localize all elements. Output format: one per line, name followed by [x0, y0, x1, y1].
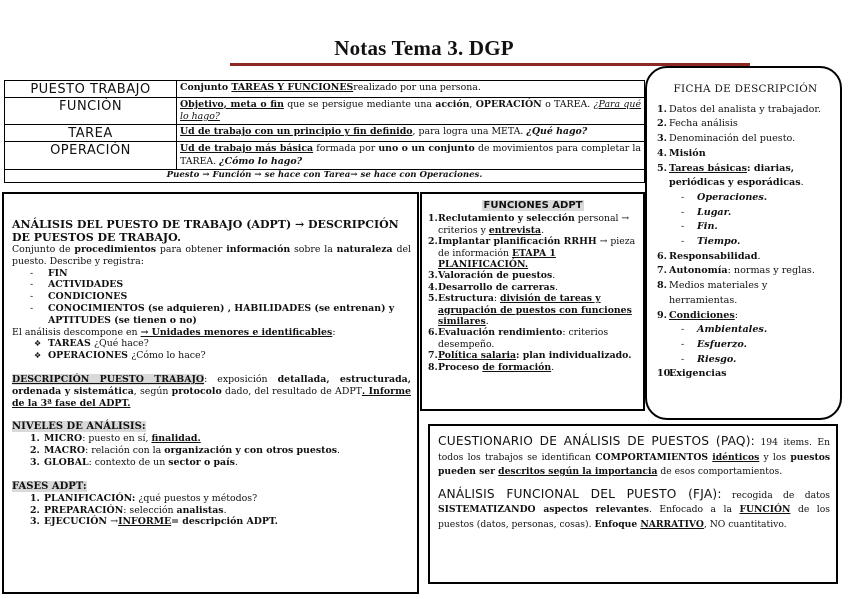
funciones-adpt-box	[420, 192, 645, 411]
sub-list-item: - Riesgo.	[681, 353, 834, 368]
register-item: - FIN	[30, 268, 411, 280]
item-number: 2.	[30, 445, 40, 457]
text-run: : criterios desempeño.	[438, 327, 609, 350]
list-item	[657, 103, 834, 118]
item-number: 3.	[657, 133, 668, 145]
register-item: - CONDICIONES	[30, 291, 411, 303]
descripcion-section	[12, 374, 411, 409]
list-item	[657, 309, 834, 368]
text-run: procedimientos	[74, 244, 157, 255]
text-run: Implantar planificación RRHH	[438, 236, 597, 248]
text-run: :	[493, 293, 501, 305]
definition-funcion	[177, 98, 645, 125]
text-run: PLANIFICACIÓN:	[44, 492, 136, 504]
sub-list-item: - Fin.	[681, 220, 834, 235]
list-item	[428, 236, 638, 270]
sub-list-item: - Tiempo.	[681, 235, 834, 250]
text-run: ,	[469, 99, 476, 110]
item-text	[669, 148, 706, 159]
item-number: 1.	[657, 103, 668, 115]
niveles-list	[30, 433, 411, 468]
text-run: :	[734, 309, 738, 321]
text-run: Estructura	[438, 293, 494, 305]
text-run: que se persigue mediante una	[283, 99, 436, 110]
item-number: 6.	[657, 250, 668, 262]
item-text	[669, 280, 767, 306]
item-number: 7.	[428, 350, 438, 362]
list-item	[657, 279, 834, 308]
item-number: 9.	[657, 309, 668, 321]
text-run: .	[552, 270, 556, 282]
text-run: ANÁLISIS FUNCIONAL DEL PUESTO (FJA):	[438, 486, 722, 501]
list-item	[657, 147, 834, 162]
text-run: Misión	[669, 147, 706, 159]
definitions-table	[4, 80, 645, 183]
definition-tarea	[177, 125, 645, 142]
item-text	[438, 282, 558, 293]
text-run: , según	[133, 385, 172, 397]
text-run: ¿Para qué lo hago?	[180, 99, 642, 123]
list-item	[30, 433, 411, 445]
text-run: detallada, estructurada, ordenada y sistemática	[12, 373, 411, 397]
item-number: 8.	[657, 280, 668, 292]
item-number: 7.	[657, 265, 668, 277]
text-run: y los	[759, 451, 791, 463]
text-run: acción	[435, 99, 470, 110]
text-run: dado, del resultado de ADPT	[221, 385, 362, 397]
item-text	[44, 516, 278, 527]
definition-row	[5, 98, 645, 125]
register-item: - ACTIVIDADES	[30, 279, 411, 291]
text-run: Valoración de puestos	[438, 270, 553, 282]
text-run: realizado por una persona.	[353, 82, 481, 93]
list-item	[30, 457, 411, 469]
list-item	[428, 282, 638, 293]
text-run: .	[551, 361, 555, 373]
item-text	[44, 493, 257, 504]
text-run: El análisis descompone en	[12, 326, 141, 338]
item-text	[669, 310, 738, 321]
text-run: .	[234, 456, 238, 468]
sub-list	[681, 323, 834, 367]
text-run: sector o país	[168, 456, 235, 468]
text-run: INFORME	[118, 516, 172, 528]
item-text	[438, 293, 632, 327]
text-run: .	[223, 504, 227, 516]
text-run: . Informe de la 3ª fase del ADPT.	[12, 385, 411, 409]
text-run: recogida de datos	[721, 489, 831, 501]
text-run: .	[757, 250, 761, 262]
text-run: Ud de trabajo con un principio y fin definido	[180, 126, 413, 138]
item-number: 5.	[428, 293, 438, 305]
text-run: división de tareas y agrupación de puestos con funciones similares	[438, 293, 632, 328]
text-run: del puesto. Describe y registra:	[12, 244, 411, 267]
register-item: - CONOCIMIENTOS (se adquieren) , HABILIDADES (se entrenan) y APTITUDES (se tienen o no)	[30, 303, 411, 327]
text-run: ¿Cómo lo hago?	[219, 155, 303, 167]
text-run: 194 items. En todos los trabajos se identifican	[438, 437, 831, 463]
list-item	[428, 270, 638, 281]
item-number: 3.	[30, 516, 40, 528]
text-run: FUNCIÓN	[739, 504, 791, 515]
text-run: ¿qué puestos y métodos?	[135, 492, 258, 504]
text-run: : normas y reglas.	[727, 265, 815, 277]
list-item	[428, 293, 638, 327]
text-run: : puesto en sí,	[82, 433, 152, 445]
text-run: Autonomía	[669, 265, 728, 277]
list-item	[30, 445, 411, 457]
term-tarea: TAREA	[5, 125, 177, 142]
summary-row	[5, 169, 645, 182]
questionnaire-box	[428, 424, 838, 584]
item-number: 1.	[30, 492, 40, 504]
text-run: información	[226, 244, 291, 255]
text-run: protocolo	[171, 385, 222, 397]
text-run: OPERACIONES	[48, 350, 132, 362]
item-number: 2.	[428, 236, 438, 248]
item-text	[44, 505, 227, 516]
item-number: 1.	[428, 213, 438, 225]
text-run: TAREAS Y FUNCIONES	[231, 82, 354, 93]
text-run: uno o un conjunto	[378, 143, 475, 155]
text-run: para obtener	[156, 244, 227, 255]
text-run: : exposición	[204, 373, 278, 385]
text-run: finalidad.	[151, 433, 201, 445]
list-item	[657, 367, 834, 382]
item-number: 2.	[657, 118, 668, 130]
definition-row	[5, 81, 645, 98]
item-number: 3.	[30, 456, 40, 468]
definition-operacion	[177, 142, 645, 169]
item-number: 2.	[30, 504, 40, 516]
adpt-heading: ANÁLISIS DEL PUESTO DE TRABAJO (ADPT) → DESCRIPCIÓN DE PUESTOS DE TRABAJO.	[12, 218, 399, 244]
item-text	[438, 350, 631, 361]
text-run: entrevista	[488, 224, 542, 236]
list-item	[657, 264, 834, 279]
text-run: : diarias, periódicas y esporádicas	[669, 162, 801, 189]
text-run: Condiciones	[669, 309, 735, 321]
text-run: ¿Qué hace?	[93, 338, 149, 350]
fases-title: FASES ADPT:	[12, 480, 87, 492]
text-run: de formación	[482, 361, 552, 373]
sub-list-item: - Operaciones.	[681, 191, 834, 206]
text-run: MACRO	[44, 445, 86, 457]
text-run: ¿Qué hago?	[526, 126, 588, 138]
adpt-questions-list	[34, 338, 411, 362]
adpt-intro	[12, 244, 411, 268]
item-text	[44, 445, 340, 456]
item-number: 4.	[657, 147, 668, 159]
question-item	[34, 350, 411, 362]
definition-puesto-trabajo	[177, 81, 645, 98]
funciones-title: FUNCIONES ADPT	[483, 200, 583, 211]
definition-row	[5, 142, 645, 169]
item-text	[669, 163, 804, 189]
ficha-title: FICHA DE DESCRIPCIÓN	[673, 83, 818, 95]
item-text	[669, 118, 738, 129]
fases-list	[30, 493, 411, 528]
text-run: puestos pueden ser	[438, 451, 831, 477]
text-run: Ud de trabajo más básica	[180, 143, 314, 155]
text-run: Política salaria	[438, 350, 517, 362]
text-run: organización y con otros puestos	[164, 445, 337, 457]
paq-text	[438, 434, 830, 480]
item-text	[44, 433, 201, 444]
list-item	[657, 132, 834, 147]
text-run: :	[332, 326, 336, 338]
item-number: 4.	[428, 281, 438, 293]
item-text	[669, 251, 761, 262]
text-run: NARRATIVO	[640, 518, 704, 530]
list-item	[657, 162, 834, 250]
text-run: CUESTIONARIO DE ANÁLISIS DE PUESTOS (PAQ):	[438, 434, 755, 448]
text-run: de los puestos (datos, personas, cosas).	[438, 504, 830, 530]
term-puesto-trabajo: PUESTO TRABAJO	[5, 81, 177, 98]
item-text	[44, 457, 238, 468]
list-item	[428, 362, 638, 373]
item-number: 3.	[428, 270, 438, 282]
fja-text	[438, 487, 830, 533]
item-text	[438, 327, 608, 349]
term-funcion: FUNCIÓN	[5, 98, 177, 125]
sub-list-item: - Ambientales.	[681, 323, 834, 338]
text-run: o TAREA.	[541, 99, 594, 110]
text-run: Proceso	[438, 361, 483, 373]
item-number: 10.	[657, 368, 674, 380]
text-run: Enfoque	[594, 518, 641, 530]
question-item	[34, 338, 411, 350]
funciones-list	[428, 213, 638, 373]
sub-list-item: - Esfuerzo.	[681, 338, 834, 353]
text-run: Desarrollo de carreras	[438, 281, 555, 293]
text-run: PREPARACIÓN	[44, 504, 124, 516]
text-run: , NO cuantitativo.	[703, 518, 787, 530]
text-run: naturaleza	[336, 244, 393, 255]
item-text	[669, 104, 821, 115]
text-run: Objetivo, meta o fin	[180, 99, 284, 110]
text-run: sobre la	[290, 244, 337, 255]
text-run: Evaluación rendimiento	[438, 327, 563, 339]
text-run: = descripción ADPT.	[171, 516, 278, 528]
text-run: Denominación del puesto.	[669, 133, 796, 145]
text-run: de esos comportamientos.	[657, 466, 783, 477]
item-text	[438, 270, 555, 281]
item-text	[438, 362, 554, 373]
text-run: Medios materiales y herramientas.	[669, 280, 768, 306]
text-run: : relación con la	[85, 445, 165, 457]
list-item	[30, 505, 411, 517]
text-run: ¿Cómo lo hace?	[131, 350, 206, 362]
fases-section	[12, 481, 411, 528]
term-operacion: OPERACIÓN	[5, 142, 177, 169]
text-run: Conjunto	[180, 82, 232, 93]
list-item	[428, 213, 638, 236]
text-run: .	[336, 445, 340, 457]
item-text	[669, 133, 795, 144]
text-run: Exigencias	[669, 368, 727, 380]
text-run: formada por	[313, 143, 379, 155]
sub-list-item: - Lugar.	[681, 206, 834, 221]
item-number: 6.	[428, 327, 438, 339]
text-run: ETAPA 1 PLANIFICACIÓN.	[438, 247, 556, 271]
text-run: , para logra una META.	[412, 126, 527, 138]
text-run: Conjunto de	[12, 244, 75, 255]
adpt-registers-list	[30, 268, 411, 327]
text-run: . Enfocado a la	[648, 504, 740, 515]
list-item	[30, 493, 411, 505]
text-run: .	[554, 281, 558, 293]
text-run: → Unidades menores e identificables	[140, 326, 333, 338]
text-run: idénticos	[712, 451, 760, 463]
descripcion-puesto-text	[12, 374, 411, 409]
item-number: 5.	[657, 162, 668, 174]
list-item	[657, 117, 834, 132]
text-run: .	[541, 224, 545, 236]
niveles-title: NIVELES DE ANÁLISIS:	[12, 421, 146, 433]
item-text	[669, 368, 727, 379]
list-item	[657, 250, 834, 265]
text-run: Datos del analista y trabajador.	[669, 103, 821, 115]
text-run: .	[800, 177, 804, 189]
item-text	[438, 236, 635, 270]
text-run: descritos según la importancia	[498, 466, 658, 477]
text-run: EJECUCIÓN	[44, 516, 111, 528]
text-run: SISTEMATIZANDO aspectos relevantes	[438, 504, 649, 515]
text-run: GLOBAL	[44, 456, 89, 468]
item-text	[669, 265, 815, 276]
item-number: 1.	[30, 433, 40, 445]
text-run: Responsabilidad	[669, 250, 758, 262]
list-item	[428, 327, 638, 350]
definition-row	[5, 125, 645, 142]
text-run: → pieza de información	[438, 236, 636, 259]
list-item	[30, 516, 411, 528]
item-number: 8.	[428, 361, 438, 373]
list-item	[428, 350, 638, 361]
text-run: de movimientos para completar la TAREA.	[180, 143, 642, 167]
text-run: : contexto de un	[88, 456, 169, 468]
item-text	[438, 213, 629, 235]
text-run: Reclutamiento y selección	[438, 213, 575, 225]
adpt-decompose	[12, 327, 411, 339]
text-run: : plan individualizado.	[516, 350, 632, 362]
niveles-section	[12, 421, 411, 468]
text-run: TAREAS	[48, 338, 94, 350]
text-run: COMPORTAMIENTOS	[595, 451, 708, 463]
text-run: MICRO	[44, 433, 83, 445]
text-run: DESCRIPCIÓN PUESTO TRABAJO	[12, 373, 205, 385]
text-run: personal → criterios y	[438, 213, 630, 236]
text-run: : selección	[123, 504, 177, 516]
hierarchy-summary: Puesto → Función → se hace con Tarea→ se hace con Operaciones.	[5, 169, 645, 182]
text-run: OPERACIÓN	[475, 99, 542, 110]
page-title: Notas Tema 3. DGP	[334, 36, 514, 60]
text-run: Tareas básicas	[669, 162, 747, 174]
ficha-list	[657, 103, 834, 382]
text-run: Fecha análisis	[669, 118, 738, 130]
ficha-descripcion-box	[645, 66, 842, 420]
text-run: →	[110, 516, 119, 528]
text-run: analistas	[176, 504, 224, 516]
text-run: .	[485, 316, 489, 328]
adpt-analysis-box	[2, 192, 419, 594]
sub-list	[681, 191, 834, 250]
